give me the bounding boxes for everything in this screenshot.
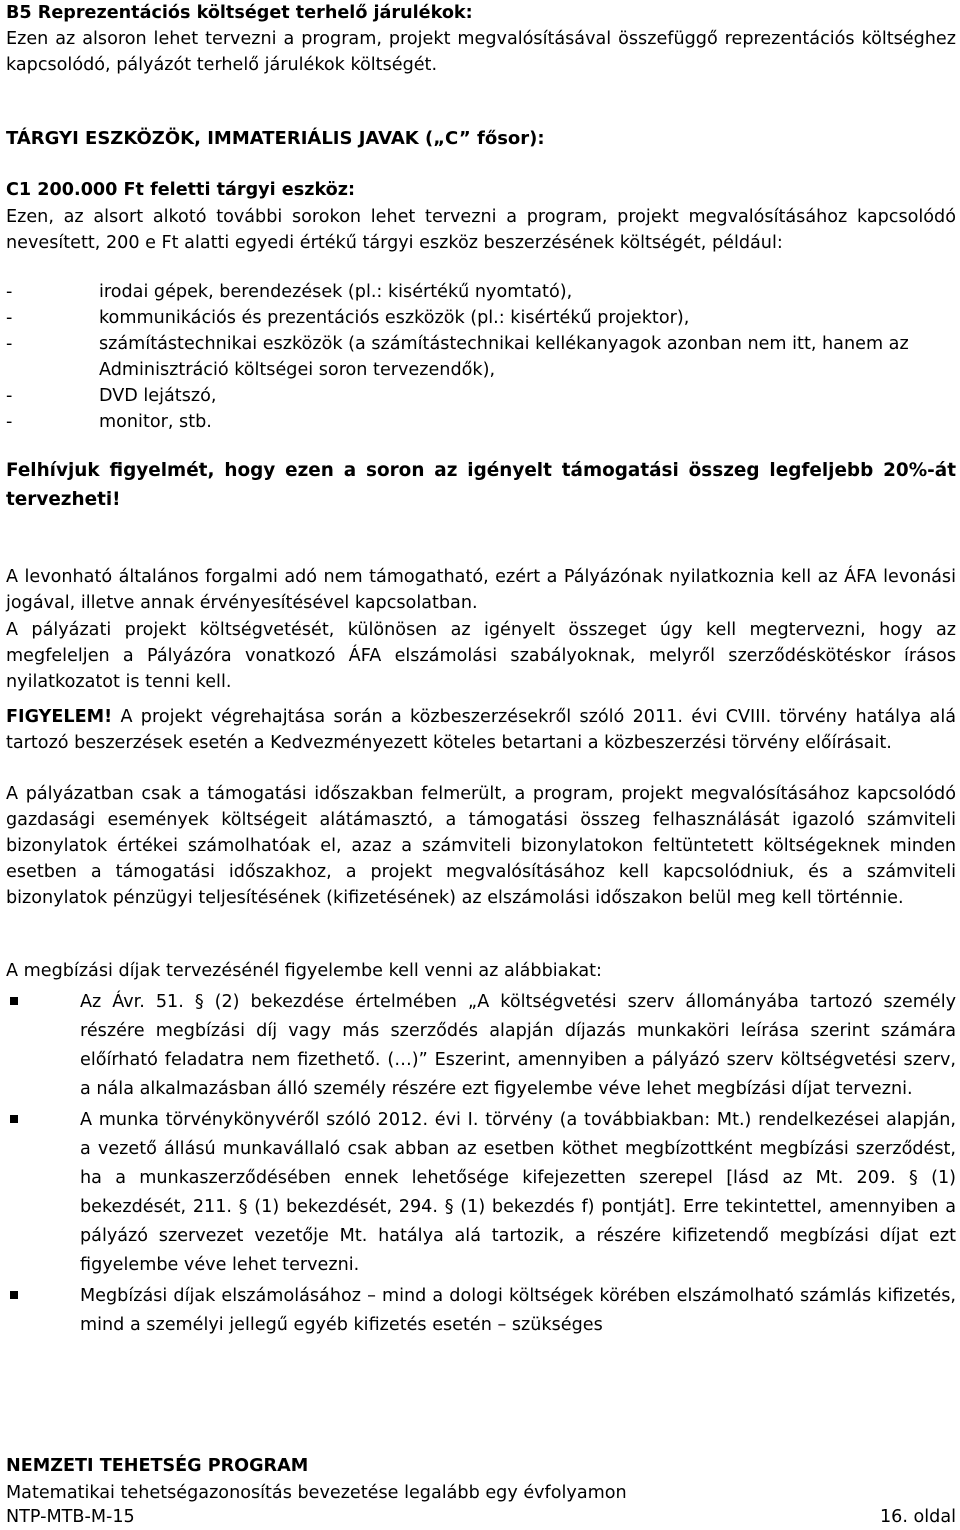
list-item [6,1282,956,1340]
megbizasi-list [6,988,956,1340]
b5-body: Ezen az alsoron lehet tervezni a program, projekt megvalósításával összefüggő reprezentációs költséghez kapcsolódó, pályázót terhelő járulékok költségét. [6,29,956,75]
square-bullet-icon [10,1291,18,1299]
dash-bullet: - [6,386,13,406]
figyelem-text: A projekt végrehajtása során a közbeszerzésekről szóló 2011. évi CVIII. törvény hatálya alá tartozó beszerzések esetén a Kedvezményezett köteles betartani a közbeszerzési törvény előírásait. [6,707,956,753]
list-item [6,409,956,435]
list-item-text: számítástechnikai eszközök (a számítástechnikai kellékanyagok azonban nem itt, hanem az Adminisztráció költségei soron tervezendők), [99,334,909,380]
page-number: 16. oldal [879,1507,956,1527]
list-item-text: monitor, stb. [99,412,212,432]
afa-paragraph-2: A pályázati projekt költségvetését, különösen az igényelt összeget úgy kell megtervezni, hogy az megfeleljen a Pályázóra vonatkozó ÁFA elszámolási szabályoknak, melyről szerződéskötéskor írásos nyilatkozatot is tenni kell. [6,620,956,692]
list-item [6,988,956,1104]
list-item [6,1106,956,1280]
list-item-text: Az Ávr. 51. § (2) bekezdése értelmében „A költségvetési szerv állományába tartozó személy részére megbízási díj vagy más szerződés alapján díjazás munkaköri leírása szerint számára előírható feladatra nem fizethető. (…)” Eszerint, amennyiben a pályázó szerv költségvetési szerv, a nála alkalmazásban álló személy részére ezt figyelembe véve lehet megbízási díjat tervezni. [80,992,956,1099]
dash-bullet: - [6,334,13,354]
dash-bullet: - [6,282,13,302]
footer-subtitle: Matematikai tehetségazonosítás bevezetése legalább egy évfolyamon [6,1483,627,1503]
list-item-text: DVD lejátszó, [99,386,217,406]
notice-paragraph: Felhívjuk figyelmét, hogy ezen a soron az igényelt támogatási összeg legfeljebb 20%-át tervezheti! [6,460,956,510]
c1-item-list [6,279,956,435]
list-item [6,305,956,331]
list-item-text: A munka törvénykönyvéről szóló 2012. évi I. törvény (a továbbiakban: Mt.) rendelkezései alapján, a vezető állású munkavállaló csak abban az esetben köthet megbízottként megbízási szerződést, ha a munkaszerződésében ennek lehetősége kifejezetten szerepel [lásd az Mt. 209. § (1) bekezdését, 211. § (1) bekezdését, 294. § (1) bekezdés f) pontját]. Erre tekintettel, amennyiben a pályázó szervezet vezetője Mt. hatálya alá tartozik, a részére kifizetendő megbízási díjat ezt figyelembe véve lehet tervezni. [80,1110,956,1275]
list-item-text: Megbízási díjak elszámolásához – mind a dologi költségek körében elszámolható számlás kifizetés, mind a személyi jellegű egyéb kifizetés esetén – szükséges [80,1286,956,1335]
square-bullet-icon [10,997,18,1005]
square-bullet-icon [10,1115,18,1123]
footer-program: NEMZETI TEHETSÉG PROGRAM [6,1456,309,1476]
c1-body: Ezen, az alsort alkotó további sorokon lehet tervezni a program, projekt megvalósításához kapcsolódó nevesített, 200 e Ft alatti egyedi értékű tárgyi eszköz beszerzésének költségét, például: [6,207,956,253]
list-item [6,383,956,409]
footer-bar [6,1504,956,1530]
dash-bullet: - [6,308,13,328]
figyelem-paragraph [6,704,956,756]
list-item [6,279,956,305]
megbizasi-intro: A megbízási díjak tervezésénél figyelembe kell venni az alábbiakat: [6,961,602,981]
list-item [6,331,956,383]
dash-bullet: - [6,412,13,432]
figyelem-label: FIGYELEM! [6,707,113,727]
list-item-text: kommunikációs és prezentációs eszközök (pl.: kisértékű projektor), [99,308,690,328]
list-item-text: irodai gépek, berendezések (pl.: kisértékű nyomtató), [99,282,573,302]
afa-paragraph-1: A levonható általános forgalmi adó nem támogatható, ezért a Pályázónak nyilatkoznia kell az ÁFA levonási jogával, illetve annak érvényesítésével kapcsolatban. [6,567,956,613]
section-heading: TÁRGYI ESZKÖZÖK, IMMATERIÁLIS JAVAK („C” fősor): [6,128,545,149]
b5-heading: B5 Reprezentációs költséget terhelő járulékok: [6,3,473,23]
c1-heading: C1 200.000 Ft feletti tárgyi eszköz: [6,180,356,200]
footer-code: NTP-MTB-M-15 [6,1507,135,1527]
palyazat-paragraph: A pályázatban csak a támogatási időszakban felmerült, a program, projekt megvalósításához kapcsolódó gazdasági események költségeit alátámasztó, a támogatási összeg felhasználását igazoló számviteli bizonylatok értékei számolhatóak el, azaz a számviteli bizonylatokon feltüntetett költségeknek minden esetben a támogatási időszakhoz, a projekt megvalósításához kell kapcsolódniuk, és a számviteli bizonylatok pénzügyi teljesítésének (kifizetésének) az elszámolási időszakon belül meg kell történnie. [6,784,956,908]
